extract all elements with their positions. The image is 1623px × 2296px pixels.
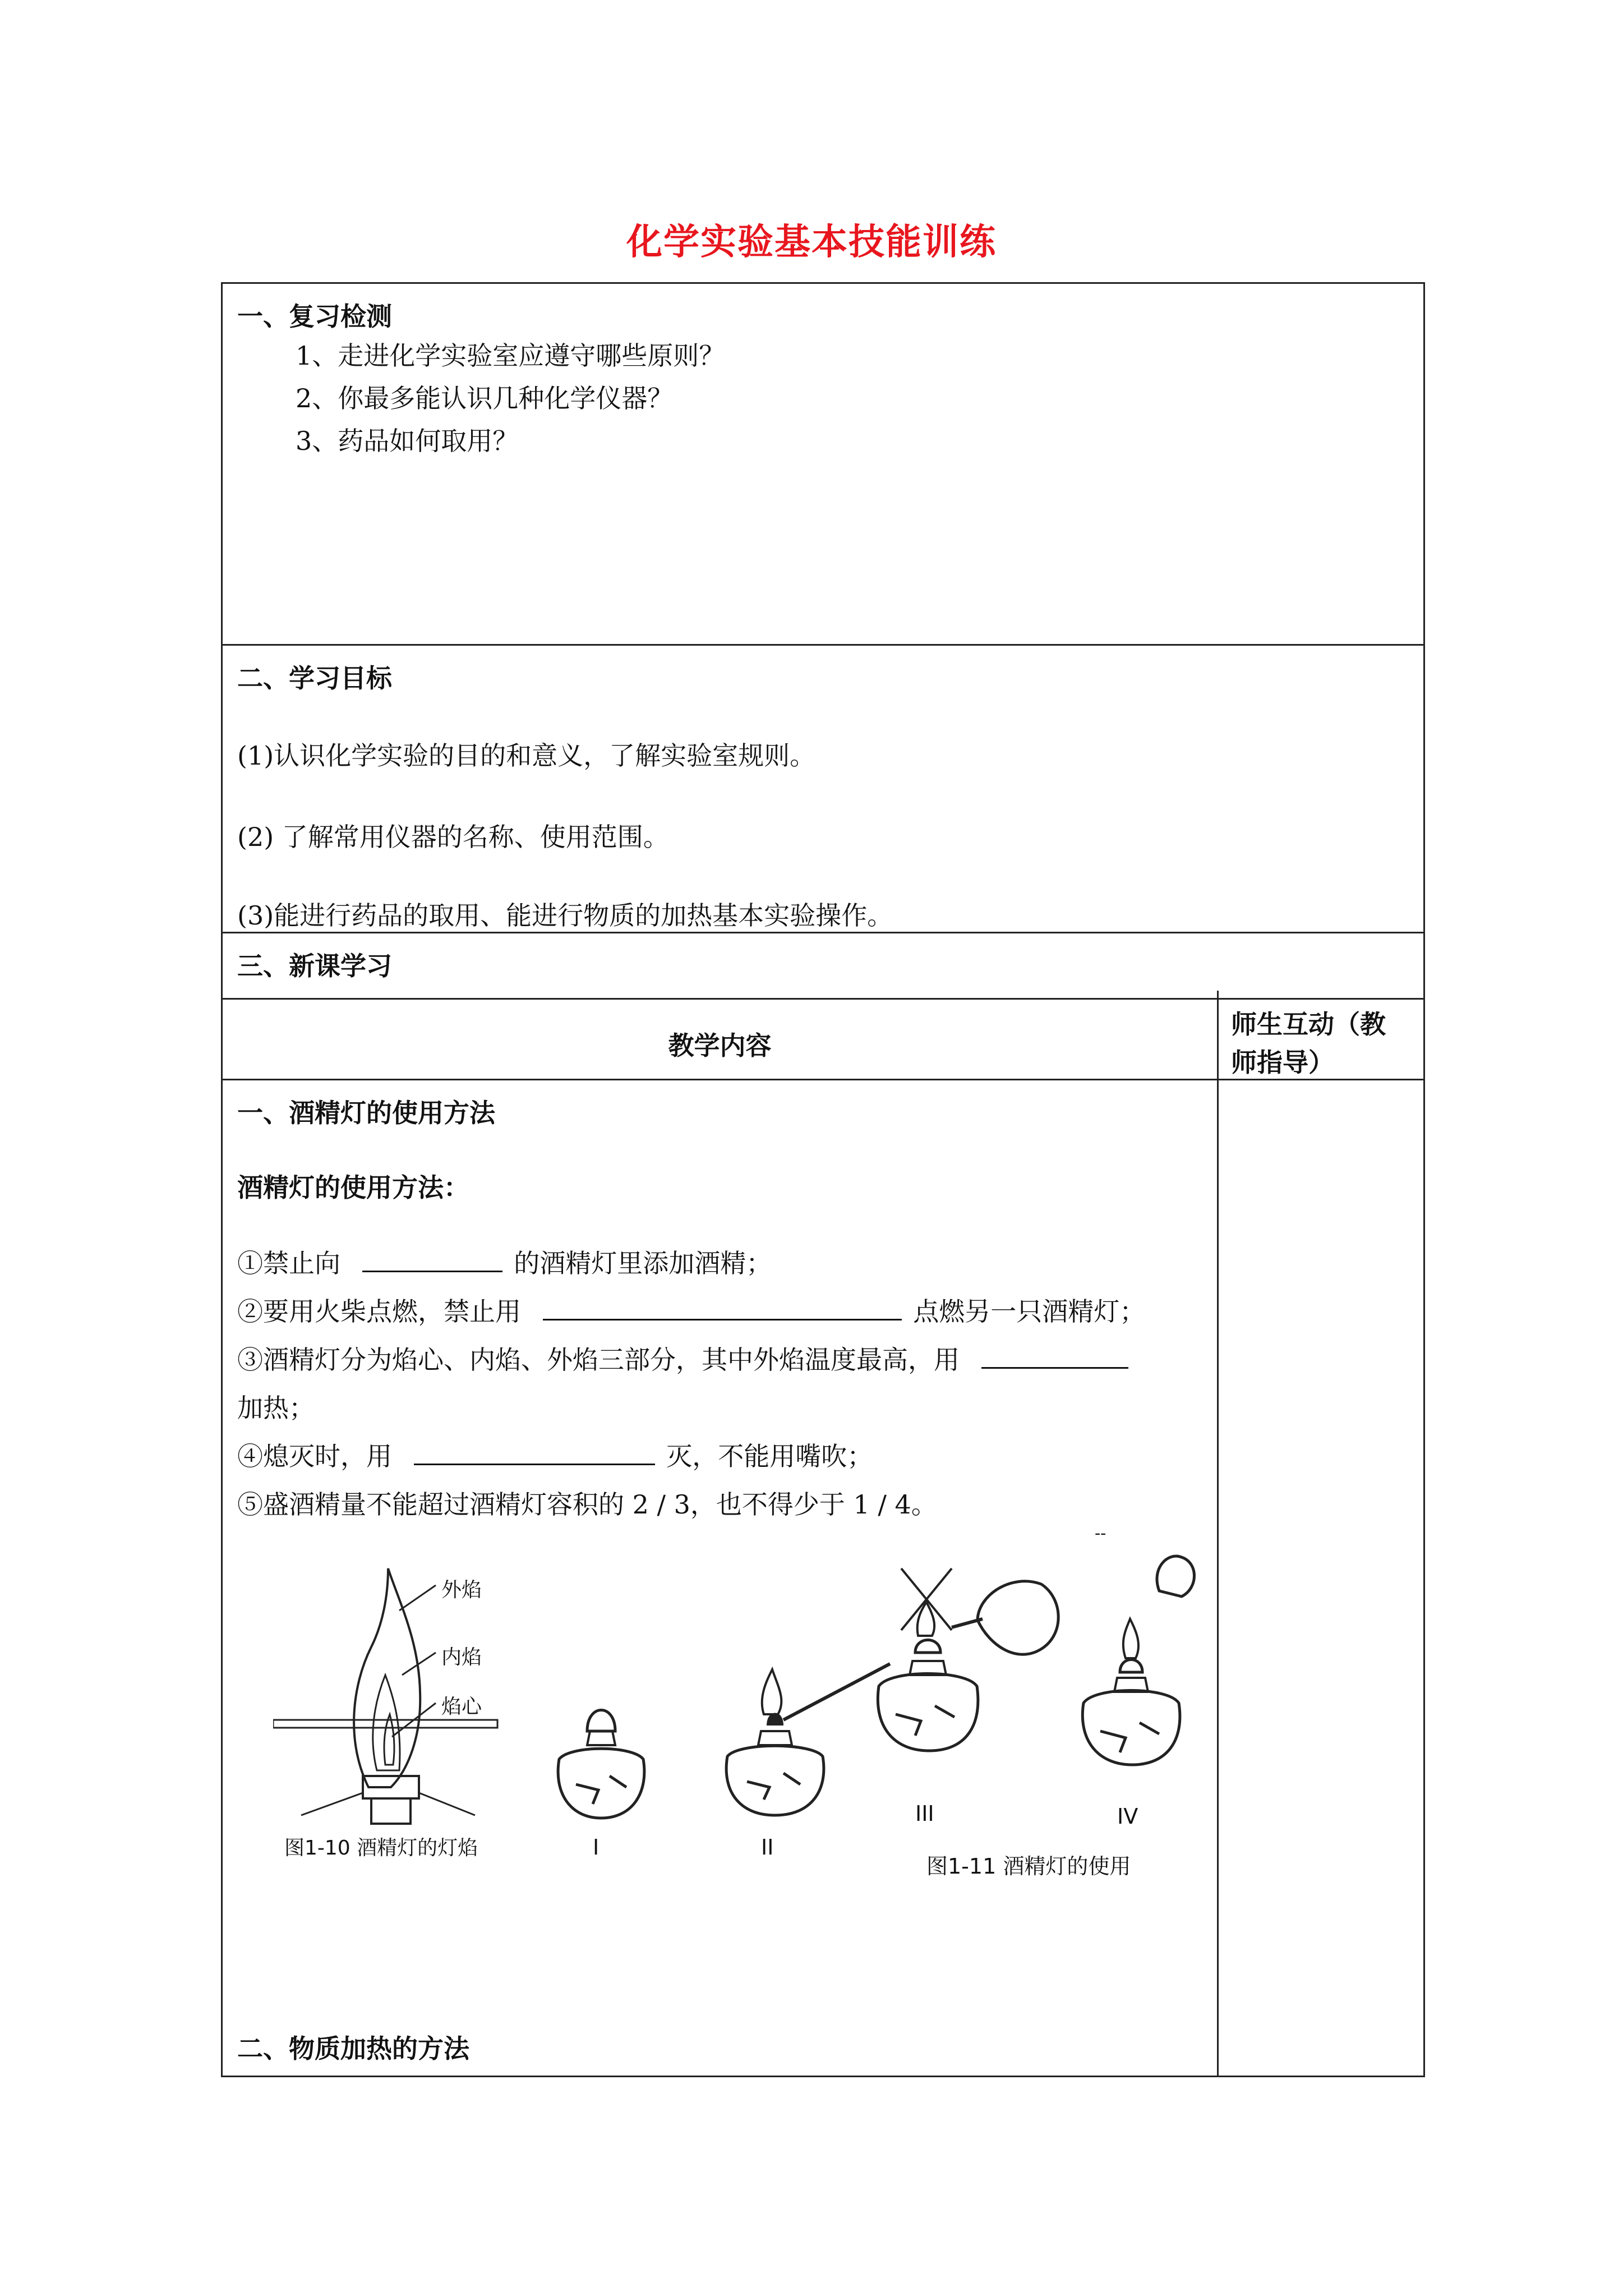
lamp-rule-2-start: ②要用火柴点燃，禁止用: [237, 1296, 521, 1327]
stray-dash: --: [1095, 1524, 1106, 1543]
fill-blank-1[interactable]: [362, 1248, 502, 1272]
column-divider: [1217, 991, 1219, 2076]
lamp-heading: 一、酒精灯的使用方法: [237, 1098, 495, 1128]
lamp-rule-3-start: ③酒精灯分为焰心、内焰、外焰三部分，其中外焰温度最高，用: [237, 1345, 960, 1375]
lamp-rule-2-end: 点燃另一只酒精灯；: [913, 1296, 1146, 1327]
objective-2: (2) 了解常用仪器的名称、使用范围。: [237, 822, 669, 852]
lamp-rule-5: ⑤盛酒精量不能超过酒精灯容积的 2 / 3，也不得少于 1 / 4。: [237, 1489, 937, 1520]
figure-label-iv: IV: [1117, 1804, 1138, 1829]
review-section: [223, 284, 1423, 646]
lamp-content-cell: [223, 1080, 1217, 2076]
figure-label-iii: III: [915, 1801, 934, 1826]
alcohol-lamp-capped-icon: [542, 1692, 660, 1826]
flame-diagram: [273, 1563, 554, 1832]
lamp-subheading: 酒精灯的使用方法：: [237, 1172, 469, 1203]
flame-label-inner: 内焰: [441, 1646, 482, 1669]
lamp-rule-3: [237, 1340, 1128, 1377]
alcohol-lamp-lighting-from-lamp-icon: [862, 1557, 1075, 1793]
fill-blank-4[interactable]: [414, 1441, 655, 1465]
lamp-rule-4: [237, 1436, 873, 1473]
figure-caption-1: 图1-10 酒精灯的灯焰: [284, 1837, 478, 1860]
fill-blank-2[interactable]: [543, 1296, 902, 1320]
content-column-header: 教学内容: [668, 1030, 772, 1061]
interaction-cell[interactable]: [1219, 1080, 1423, 2076]
lamp-rule-3-cont: 加热；: [237, 1393, 315, 1423]
review-item-1: 1、走进化学实验室应遵守哪些原则？: [296, 341, 725, 371]
flame-label-core: 焰心: [441, 1695, 482, 1718]
review-item-3: 3、药品如何取用？: [296, 426, 519, 456]
alcohol-lamp-capping-icon: [1069, 1546, 1215, 1787]
figure-caption-2: 图1-11 酒精灯的使用: [926, 1854, 1131, 1879]
lamp-rule-1-start: ①禁止向: [237, 1248, 340, 1278]
worksheet-table: [221, 282, 1425, 2077]
lamp-rule-4-start: ④熄灭时，用: [237, 1441, 392, 1471]
document-title: 化学实验基本技能训练: [626, 222, 997, 263]
review-heading: 一、复习检测: [237, 301, 392, 332]
new-lesson-section: [223, 933, 1423, 1000]
fill-blank-3[interactable]: [981, 1345, 1128, 1369]
lamp-rule-4-end: 灭，不能用嘴吹；: [666, 1441, 873, 1471]
objective-3: (3)能进行药品的取用、能进行物质的加热基本实验操作。: [237, 900, 893, 931]
objectives-heading: 二、学习目标: [237, 663, 392, 693]
new-lesson-heading: 三、新课学习: [237, 951, 392, 981]
flame-label-outer: 外焰: [441, 1579, 482, 1602]
lamp-rule-1-end: 的酒精灯里添加酒精；: [514, 1248, 772, 1278]
lamp-rule-1: [237, 1243, 772, 1280]
figure-label-i: I: [593, 1835, 600, 1860]
interaction-column-header-line1: 师生互动（教: [1231, 1009, 1386, 1039]
interaction-column-header-line2: 师指导）: [1231, 1047, 1334, 1078]
table-header-row: [223, 1000, 1423, 1080]
lamp-rule-2: [237, 1291, 1145, 1328]
objective-1: (1)认识化学实验的目的和意义，了解实验室规则。: [237, 740, 816, 771]
review-item-2: 2、你最多能认识几种化学仪器？: [296, 383, 674, 413]
objectives-section: [223, 646, 1423, 933]
heating-heading: 二、物质加热的方法: [237, 2033, 469, 2064]
figure-label-ii: II: [761, 1835, 774, 1860]
